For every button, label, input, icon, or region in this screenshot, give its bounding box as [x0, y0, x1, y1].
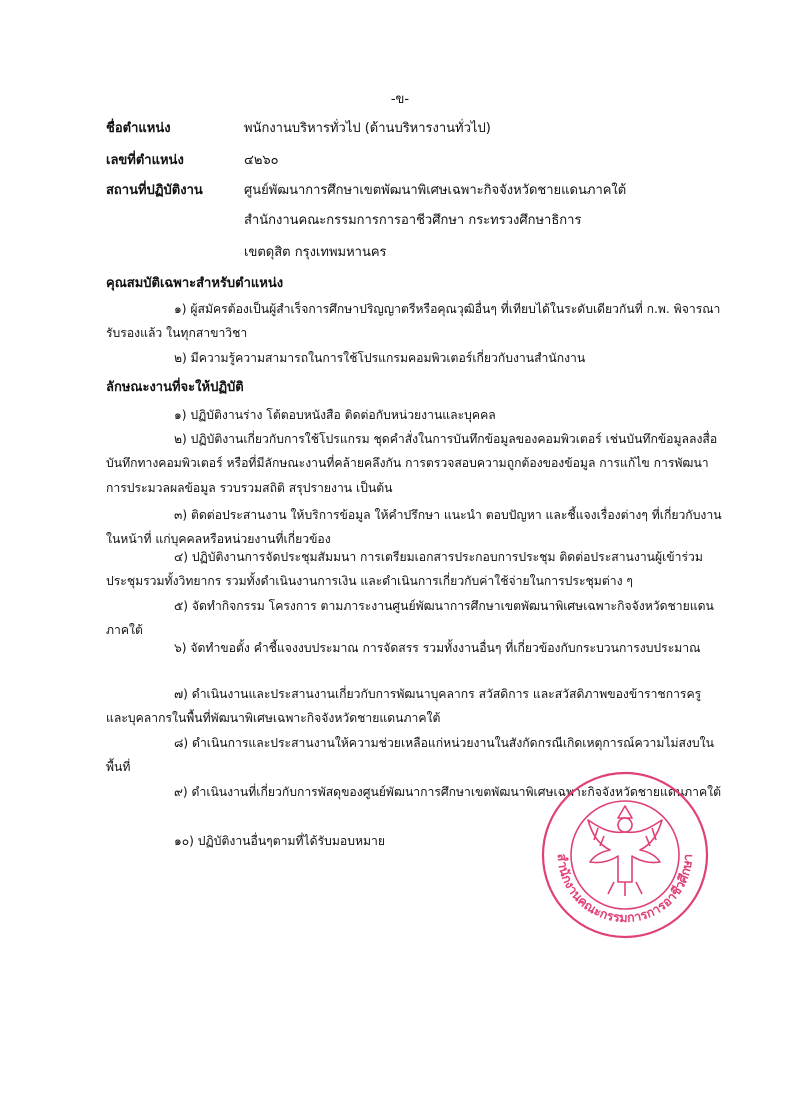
workplace-label: สถานที่ปฏิบัติงาน — [106, 183, 203, 198]
garuda-emblem — [588, 806, 662, 896]
qualifications-heading: คุณสมบัติเฉพาะสำหรับตำแหน่ง — [106, 276, 284, 291]
duty-item: ๕) จัดทำกิจกรรม โครงการ ตามภาระงานศูนย์พัฒนาการศึกษาเขตพัฒนาพิเศษเฉพาะกิจจังหวัดชายแดนภาคใต้ — [106, 599, 714, 638]
page-marker: -ข- — [390, 92, 410, 107]
duty-item: ๘) ดำเนินการและประสานงานให้ความช่วยเหลือแก่หน่วยงานในสังกัดกรณีเกิดเหตุการณ์ความไม่สงบในพื้นที่ — [106, 736, 714, 775]
duty-item: ๔) ปฏิบัติงานการจัดประชุมสัมมนา การเตรียมเอกสารประกอบการประชุม ติดต่อประสานงานผู้เข้าร่วมประชุมรวมทั้งวิทยากร รวมทั้งดำเนินงานการเงิน และดำเนินการเกี่ยวกับค่าใช้จ่ายในการประชุมต่าง ๆ — [106, 550, 703, 589]
duty-item: ๑) ปฏิบัติงานร่าง โต้ตอบหนังสือ ติดต่อกับหน่วยงานและบุคคล — [174, 408, 496, 422]
duty-item: ๓) ติดต่อประสานงาน ให้บริการข้อมูล ให้คำปรึกษา แนะนำ ตอบปัญหา และชี้แจงเรื่องต่างๆ ที่เกี่ยวกับงานในหน้าที่ แก่บุคคลหรือหน่วยงานที่เกี่ยวข้อง — [106, 508, 722, 547]
position-number-value: ๔๒๖๐ — [244, 153, 279, 168]
workplace-line-3: เขตดุสิต กรุงเทพมหานคร — [244, 245, 387, 260]
workplace-line-2: สำนักงานคณะกรรมการการอาชีวศึกษา กระทรวงศึกษาธิการ — [244, 213, 582, 228]
position-name-label: ชื่อตำแหน่ง — [106, 121, 171, 136]
duty-item: ๗) ดำเนินงานและประสานงานเกี่ยวกับการพัฒนาบุคลากร สวัสดิการ และสวัสดิภาพของข้าราชการครู และบุคลากรในพื้นที่พัฒนาพิเศษเฉพาะกิจจังหวัดชายแดนภาคใต้ — [106, 687, 702, 726]
garuda-seal — [540, 770, 710, 940]
seal-text: สำนักงานคณะกรรมการการอาชีวศึกษา — [554, 852, 696, 926]
duties-heading: ลักษณะงานที่จะให้ปฏิบัติ — [106, 380, 244, 395]
duty-item: ๙) ดำเนินงานที่เกี่ยวกับการพัสดุของศูนย์พัฒนาการศึกษาเขตพัฒนาพิเศษเฉพาะกิจจังหวัดชายแดนภาคใต้ — [174, 785, 722, 799]
duty-item: ๑๐) ปฏิบัติงานอื่นๆตามที่ได้รับมอบหมาย — [174, 834, 385, 848]
duty-item: ๖) จัดทำขอตั้ง คำชี้แจงงบประมาณ การจัดสรร รวมทั้งงานอื่นๆ ที่เกี่ยวข้องกับกระบวนการงบประมาณ — [174, 641, 701, 655]
qualification-item: ๒) มีความรู้ความสามารถในการใช้โปรแกรมคอมพิวเตอร์เกี่ยวกับงานสำนักงาน — [174, 351, 586, 365]
position-number-label: เลขที่ตำแหน่ง — [106, 153, 184, 168]
duty-item: ๒) ปฏิบัติงานเกี่ยวกับการใช้โปรแกรม ชุดคำสั่งในการบันทึกข้อมูลของคอมพิวเตอร์ เช่นบันทึกข้อมูลลงสื่อ บันทึกทางคอมพิวเตอร์ หรือที่มีลักษณะงานที่คล้ายคลึงกัน การตรวจสอบความถูกต้องของข้อมูล การแก้ไข การพัฒนา การประมวลผลข้อมูล รวบรวมสถิติ สรุปรายงาน เป็นต้น — [106, 432, 718, 495]
workplace-line-1: ศูนย์พัฒนาการศึกษาเขตพัฒนาพิเศษเฉพาะกิจจังหวัดชายแดนภาคใต้ — [244, 183, 627, 198]
position-name-value: พนักงานบริหารทั่วไป (ด้านบริหารงานทั่วไป) — [244, 121, 491, 136]
qualification-item: ๑) ผู้สมัครต้องเป็นผู้สำเร็จการศึกษาปริญญาตรีหรือคุณวุฒิอื่นๆ ที่เทียบได้ในระดับเดียวกันที่ ก.พ. พิจารณารับรองแล้ว ในทุกสาขาวิชา — [106, 302, 721, 341]
